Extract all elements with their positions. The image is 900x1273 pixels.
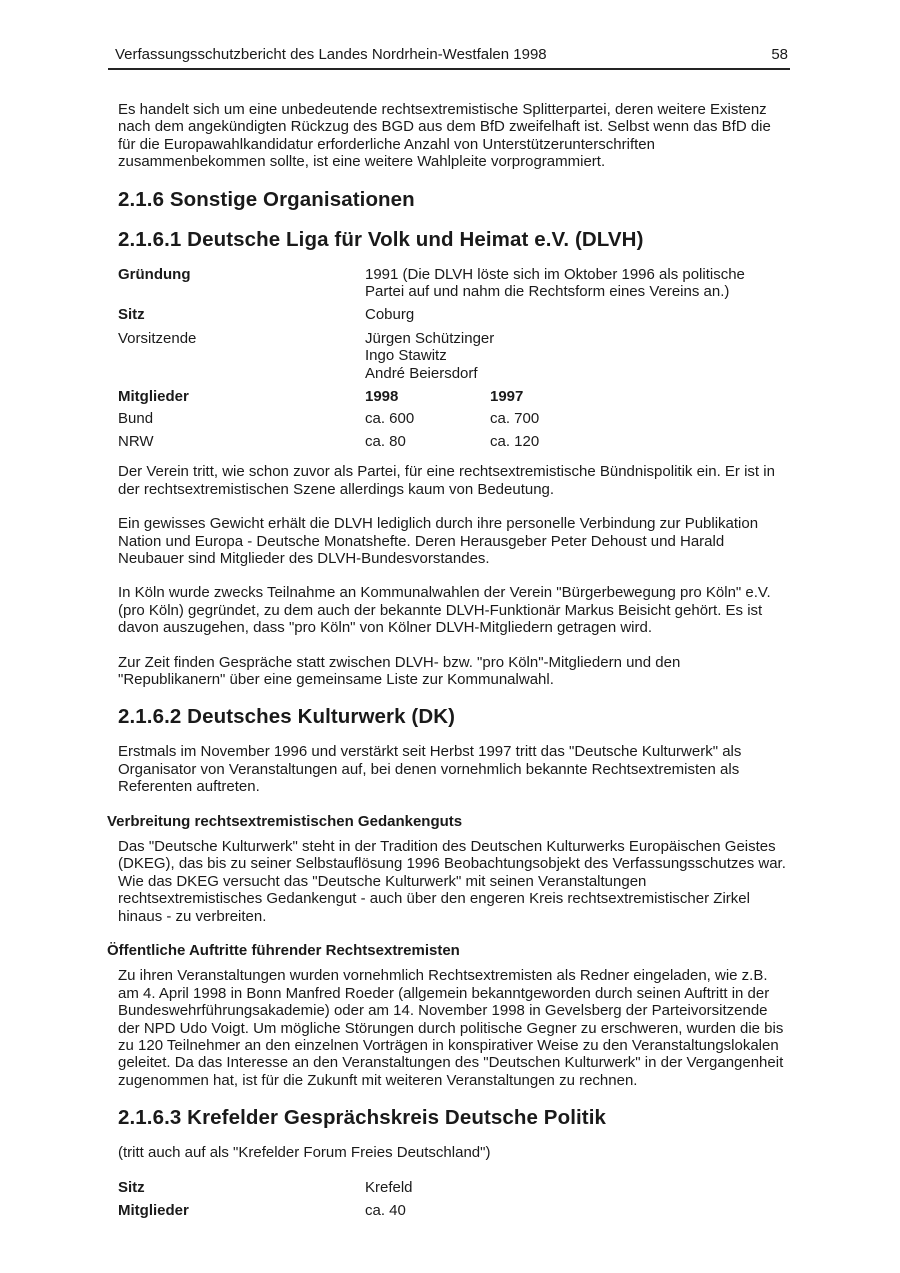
paragraph: Der Verein tritt, wie schon zuvor als Partei, für eine rechtsextremistische Bündnispolitik ein. Er ist in der rechtsextremistischen Szene allerdings kaum von Bedeutung.: [118, 463, 775, 498]
members-row-nrw-1998: ca. 80: [365, 432, 406, 450]
fact-label-mitglieder: Mitglieder: [118, 1202, 189, 1220]
section-heading-2-1-6-1: 2.1.6.1 Deutsche Liga für Volk und Heimat e.V. (DLVH): [118, 227, 644, 251]
fact-value-sitz: Krefeld: [365, 1178, 413, 1196]
paragraph: Zu ihren Veranstaltungen wurden vornehmlich Rechtsextremisten als Redner eingeladen, wie z.B. am 4. April 1998 in Bonn Manfred Roeder (allgemein bekanntgeworden durch seinen Auftritt in der Bundeswehrführungsakademie) oder am 14. November 1998 in Gevelsberg der Parteivorsitzende der NPD Udo Voigt. Um mögliche Störungen durch politische Gegner zu erschweren, wurden die bis zu 120 Teilnehmer an den einzelnen Vorträgen in konspirativer Weise zu den Veranstaltungslokalen geleitet. Da das Interesse an den Veranstaltungen des "Deutschen Kulturwerk" in der Vergangenheit zugenommen hat, ist für die Zukunft mit weiteren Veranstaltungen zu rechnen.: [118, 967, 784, 1089]
paragraph: Erstmals im November 1996 und verstärkt seit Herbst 1997 tritt das "Deutsche Kulturwerk" als Organisator von Veranstaltungen auf, bei denen vornehmlich bekannte Rechtsextremisten als Referenten auftreten.: [118, 743, 742, 796]
section-heading-2-1-6: 2.1.6 Sonstige Organisationen: [118, 187, 415, 211]
paragraph: Ein gewisses Gewicht erhält die DLVH lediglich durch ihre personelle Verbindung zur Publikation Nation und Europa - Deutsche Monatshefte. Deren Herausgeber Peter Dehoust und Harald Neubauer sind Mitglieder des DLVH-Bundesvorstandes.: [118, 515, 759, 567]
fact-value-vorsitzende: [365, 330, 788, 382]
members-table: [118, 388, 788, 450]
members-row-nrw-1997: ca. 120: [490, 432, 540, 450]
fact-value-sitz: Coburg: [365, 306, 415, 324]
vorsitzende-name-3: André Beiersdorf: [365, 364, 478, 382]
members-row-bund-1998: ca. 600: [365, 410, 415, 428]
vorsitzende-name-2: Ingo Stawitz: [365, 347, 447, 365]
sub-heading-auftritte: Öffentliche Auftritte führender Rechtsextremisten: [107, 942, 460, 959]
page-content: [107, 101, 788, 1220]
intro-paragraph: Es handelt sich um eine unbedeutende rechtsextremistische Splitterpartei, deren weitere Existenz nach dem angekündigten Rückzug des BGD aus dem BfD zweifelhaft ist. Selbst wenn das BfD die für die Europawahlkandidatur erforderliche Anzahl von Unterstützerunterschriften zusammenbekommen sollte, ist eine weitere Wahlpleite vorprogrammiert.: [118, 101, 771, 171]
section-heading-2-1-6-2: 2.1.6.2 Deutsches Kulturwerk (DK): [118, 705, 456, 729]
section-heading-2-1-6-3: 2.1.6.3 Krefelder Gesprächskreis Deutsche Politik: [118, 1106, 607, 1130]
vorsitzende-name-1: Jürgen Schützinger: [365, 329, 495, 347]
header-title: Verfassungsschutzbericht des Landes Nordrhein-Westfalen 1998: [115, 46, 547, 63]
paragraph: In Köln wurde zwecks Teilnahme an Kommunalwahlen der Verein "Bürgerbewegung pro Köln" e.V. (pro Köln) gegründet, zu dem auch der bekannte DLVH-Funktionär Markus Beisicht gehört. Es ist davon auszugehen, dass "pro Köln" von Kölner DLVH-Mitgliedern getragen wird.: [118, 584, 771, 637]
paragraph: Zur Zeit finden Gespräche statt zwischen DLVH- bzw. "pro Köln"-Mitgliedern und den "Republikanern" über eine gemeinsame Liste zur Kommunalwahl.: [118, 653, 681, 688]
krefelder-facts-table: [118, 1179, 788, 1220]
members-row-bund-1997: ca. 700: [490, 410, 540, 428]
members-row-bund-label: Bund: [118, 410, 154, 428]
fact-label-sitz: Sitz: [118, 306, 145, 324]
dlvh-facts-table: [118, 266, 788, 382]
paragraph: Das "Deutsche Kulturwerk" steht in der Tradition des Deutschen Kulturwerks Europäischen Geistes (DKEG), das bis zu seiner Selbstauflösung 1996 Beobachtungsobjekt des Verfassungsschutzes war. Wie das DKEG versucht das "Deutsche Kulturwerk" mit seinen Veranstaltungen rechtsextremistisches Gedankengut - auch über den engeren Kreis rechtsextremistischer Zirkel hinaus - zu verbreiten.: [118, 837, 786, 925]
fact-label-gruendung: Gründung: [118, 265, 191, 283]
members-header-1997: 1997: [490, 388, 524, 406]
members-row-nrw-label: NRW: [118, 432, 154, 450]
fact-label-vorsitzende: Vorsitzende: [118, 329, 197, 347]
page-header: [108, 46, 790, 70]
page-number: 58: [771, 46, 788, 63]
fact-value-mitglieder: ca. 40: [365, 1202, 406, 1220]
paragraph: (tritt auch auf als "Krefelder Forum Freies Deutschland"): [118, 1144, 491, 1162]
members-header-1998: 1998: [365, 388, 399, 406]
sub-heading-verbreitung: Verbreitung rechtsextremistischen Gedankenguts: [107, 812, 463, 830]
members-header-label: Mitglieder: [118, 388, 189, 406]
fact-label-sitz: Sitz: [118, 1178, 145, 1196]
fact-value-gruendung: 1991 (Die DLVH löste sich im Oktober 1996 als politische Partei auf und nahm die Rechtsform eines Vereins an.): [365, 265, 745, 301]
